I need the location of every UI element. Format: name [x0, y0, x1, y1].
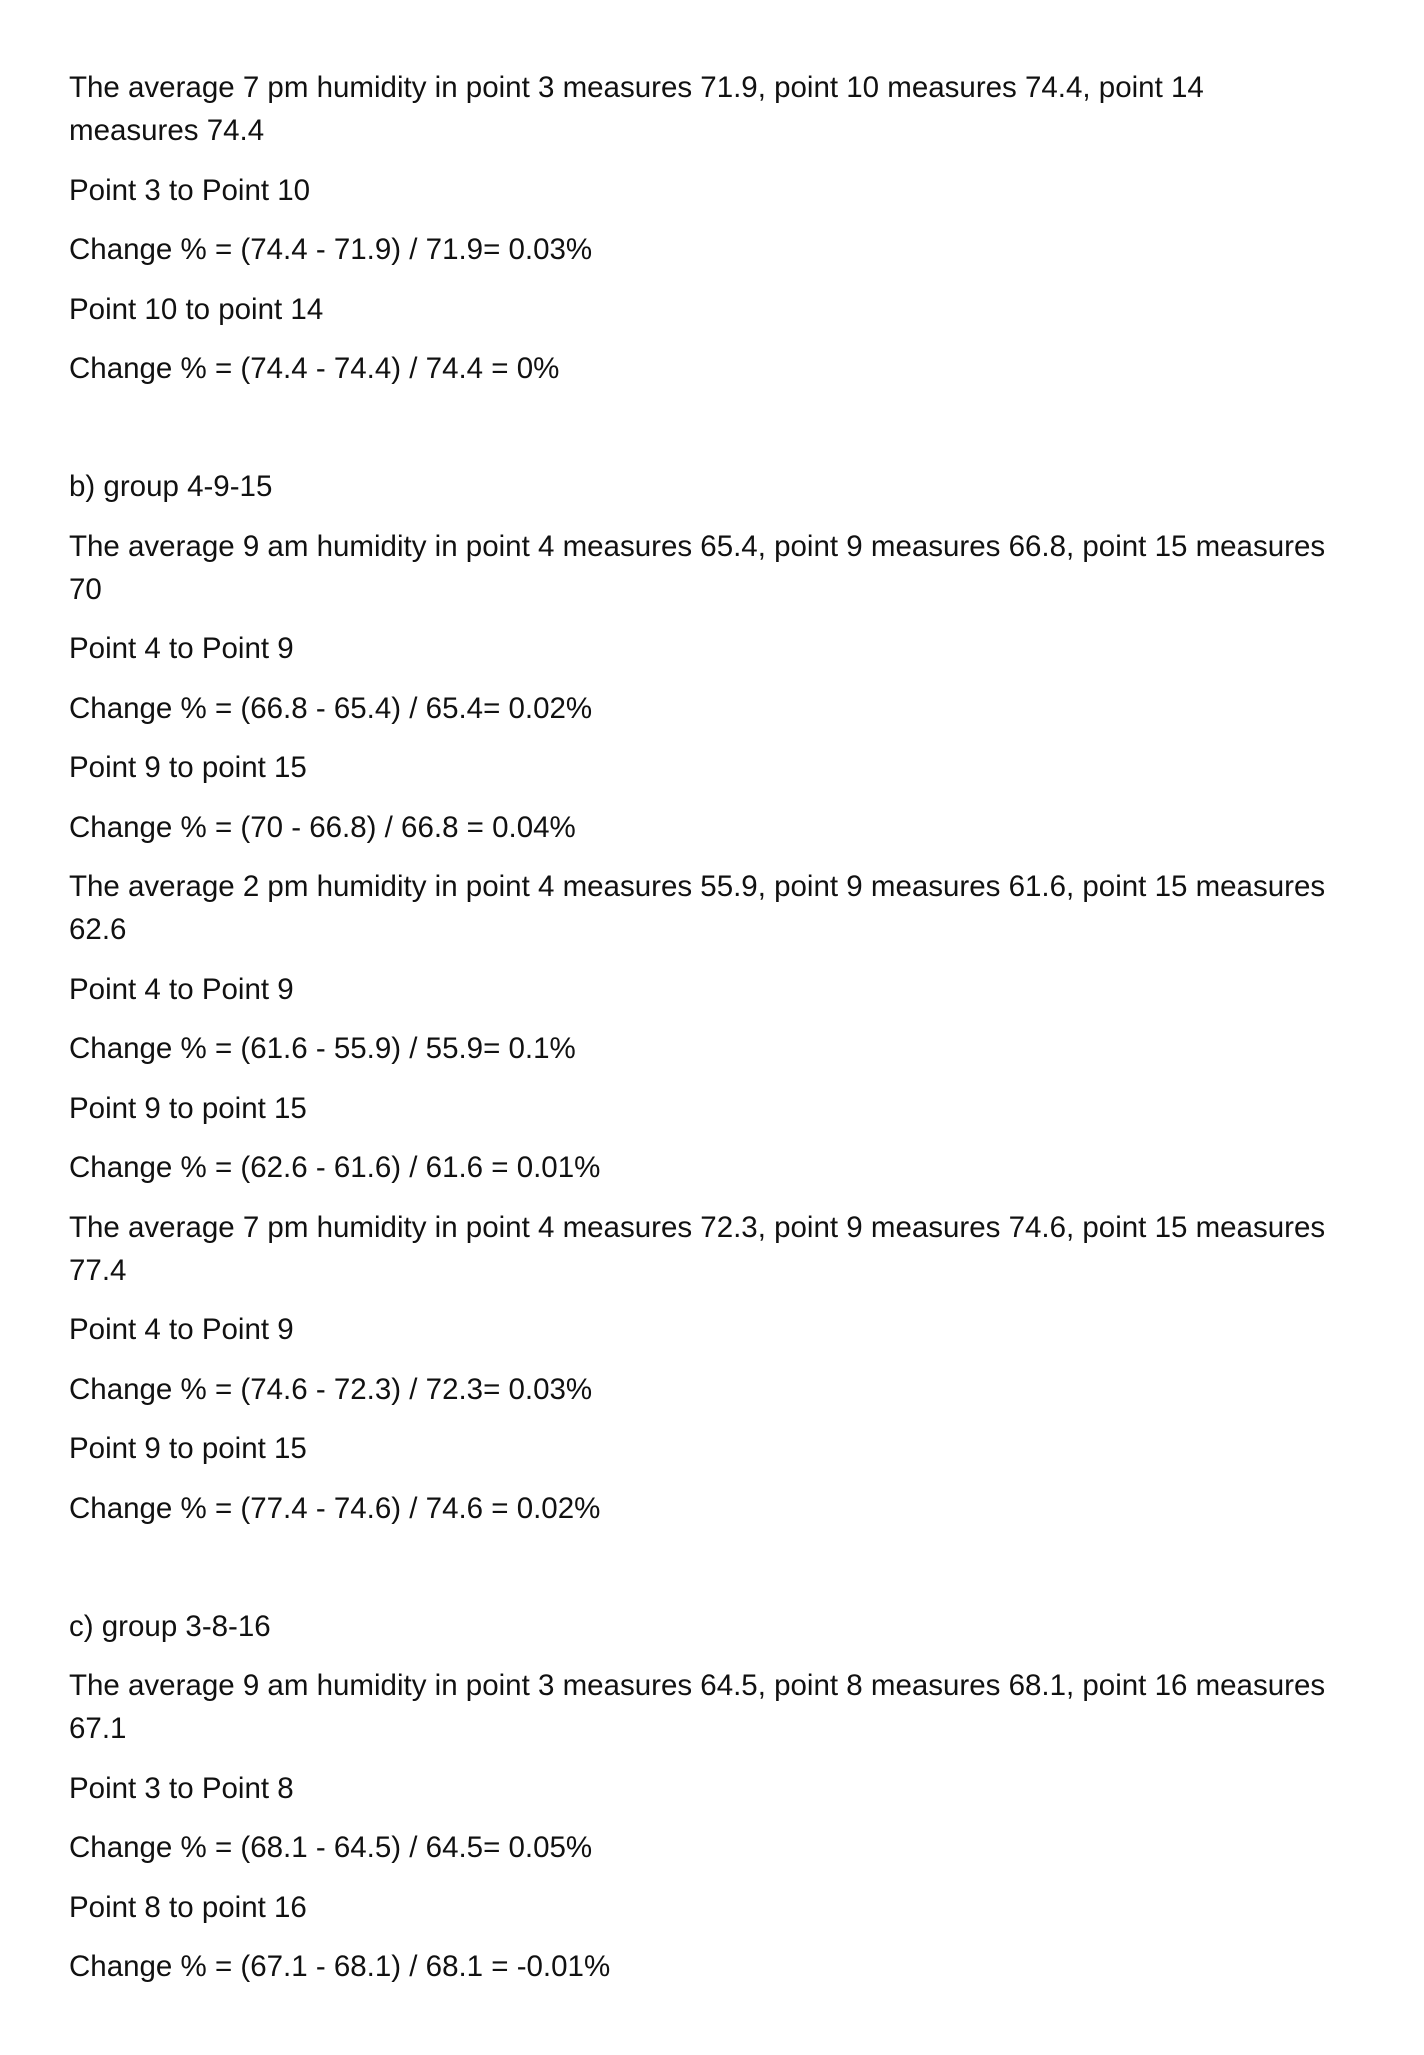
formula-change-10-to-14: Change % = (74.4 - 74.4) / 74.4 = 0%	[69, 352, 560, 385]
label-point-10-to-14: Point 10 to point 14	[69, 292, 324, 326]
paragraph-9am-humidity-summary: The average 9 am humidity in point 4 measures 65.4, point 9 measures 66.8, point 15 measures 70	[69, 529, 1326, 606]
formula-change-9-to-15: Change % = (70 - 66.8) / 66.8 = 0.04%	[69, 810, 576, 844]
label-point-4-to-9: Point 4 to Point 9	[69, 972, 294, 1006]
formula-change-8-to-16: Change % = (67.1 - 68.1) / 68.1 = -0.01%	[69, 1950, 611, 1983]
formula-change-9-to-15: Change % = (77.4 - 74.6) / 74.6 = 0.02%	[69, 1491, 601, 1525]
section-group-3-10-14	[69, 66, 1329, 390]
label-point-4-to-9: Point 4 to Point 9	[69, 1313, 294, 1346]
group-heading-4-9-15: b) group 4-9-15	[69, 470, 273, 503]
label-point-4-to-9: Point 4 to Point 9	[69, 632, 294, 665]
paragraph-2pm-humidity-summary: The average 2 pm humidity in point 4 measures 55.9, point 9 measures 61.6, point 15 measures 62.6	[69, 870, 1326, 946]
formula-change-4-to-9: Change % = (66.8 - 65.4) / 65.4= 0.02%	[69, 691, 593, 725]
paragraph-7pm-humidity-summary: The average 7 pm humidity in point 4 measures 72.3, point 9 measures 74.6, point 15 measures 77.4	[69, 1210, 1326, 1287]
formula-change-9-to-15: Change % = (62.6 - 61.6) / 61.6 = 0.01%	[69, 1151, 601, 1184]
label-point-9-to-15: Point 9 to point 15	[69, 1432, 307, 1465]
document-page	[69, 66, 1329, 2005]
formula-change-3-to-8: Change % = (68.1 - 64.5) / 64.5= 0.05%	[69, 1831, 593, 1864]
group-heading-3-8-16: c) group 3-8-16	[69, 1609, 271, 1643]
formula-change-4-to-9: Change % = (74.6 - 72.3) / 72.3= 0.03%	[69, 1372, 593, 1406]
section-group-3-8-16	[69, 1605, 1329, 1989]
paragraph-9am-humidity-summary: The average 9 am humidity in point 3 measures 64.5, point 8 measures 68.1, point 16 measures 67.1	[69, 1669, 1326, 1745]
label-point-9-to-15: Point 9 to point 15	[69, 1091, 307, 1125]
label-point-9-to-15: Point 9 to point 15	[69, 751, 307, 784]
paragraph-7pm-humidity-summary: The average 7 pm humidity in point 3 measures 71.9, point 10 measures 74.4, point 14 measures 74.4	[69, 71, 1204, 147]
section-group-4-9-15	[69, 465, 1329, 1530]
label-point-8-to-16: Point 8 to point 16	[69, 1890, 307, 1924]
label-point-3-to-8: Point 3 to Point 8	[69, 1771, 294, 1805]
formula-change-4-to-9: Change % = (61.6 - 55.9) / 55.9= 0.1%	[69, 1032, 576, 1065]
label-point-3-to-10: Point 3 to Point 10	[69, 173, 311, 207]
formula-change-3-to-10: Change % = (74.4 - 71.9) / 71.9= 0.03%	[69, 233, 593, 266]
